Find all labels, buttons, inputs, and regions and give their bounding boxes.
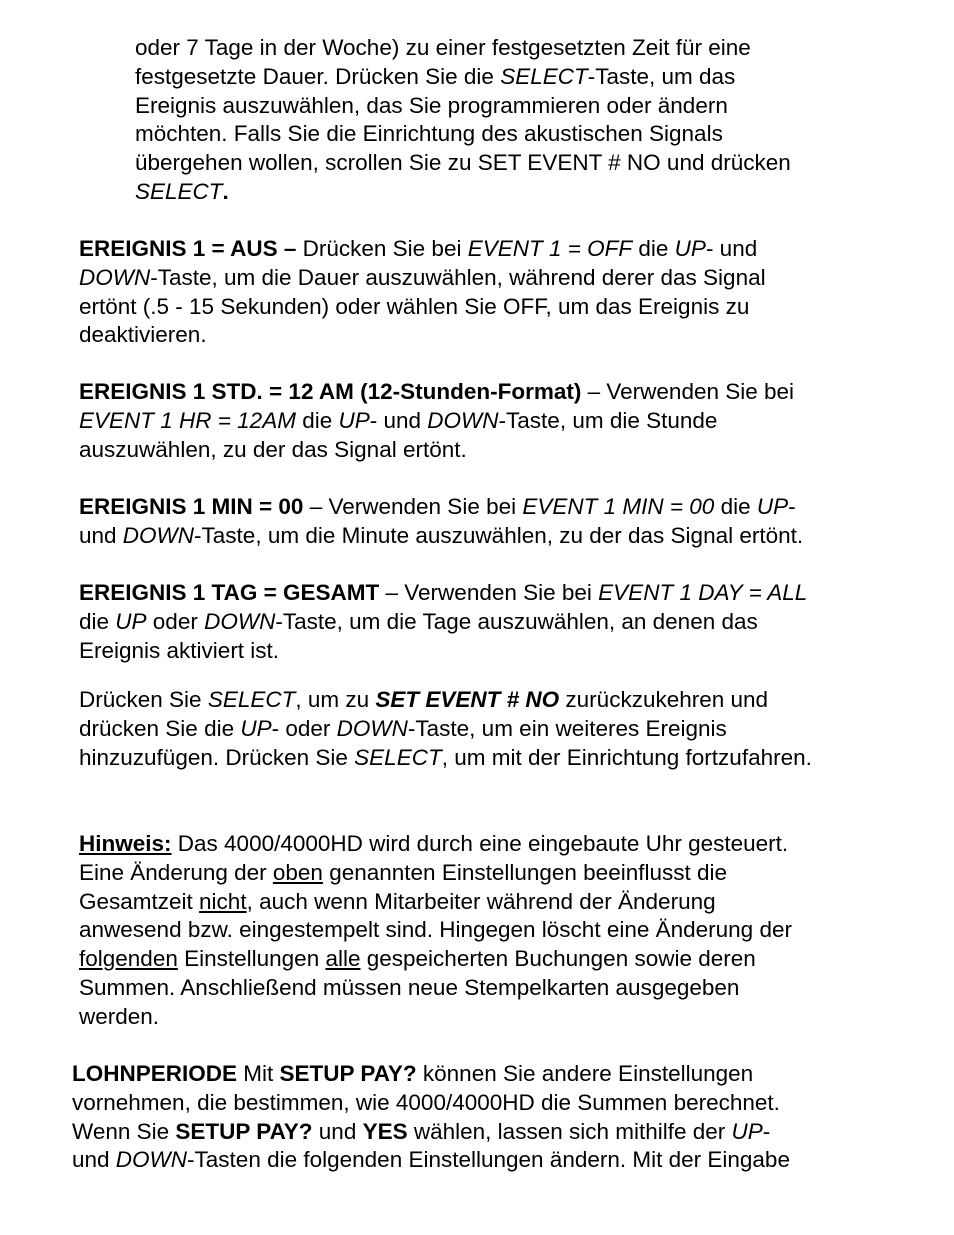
text-run: und	[79, 522, 123, 548]
text-line	[79, 436, 794, 465]
text-run: oder 7 Tage in der Woche) zu einer festgesetzten Zeit für eine	[135, 35, 751, 60]
text-run: -Tasten die folgenden Einstellungen ändern. Mit der Eingabe	[187, 1147, 790, 1173]
text-run: und	[312, 1118, 363, 1144]
key-name: SELECT	[354, 744, 442, 770]
note-heading: Hinweis:	[79, 831, 172, 856]
paragraph-note	[79, 830, 792, 1032]
key-name: UP	[756, 494, 789, 519]
paragraph-select-return	[79, 686, 812, 772]
key-name: UP	[731, 1118, 763, 1144]
emphasis-underline: alle	[325, 946, 361, 972]
text-run: gespeicherten Buchungen sowie deren	[360, 946, 756, 972]
paragraph-event-hour	[79, 378, 794, 464]
display-text: EVENT 1 = OFF	[467, 236, 633, 261]
text-run: die	[79, 608, 116, 634]
key-name: DOWN	[122, 522, 195, 548]
text-line	[79, 744, 812, 773]
paragraph-event-intro	[135, 34, 791, 207]
paragraph-event-day	[79, 579, 807, 665]
text-run: Summen. Anschließend müssen neue Stempelkarten ausgegeben	[79, 974, 740, 1000]
text-line	[79, 916, 792, 945]
text-line	[79, 974, 792, 1003]
text-run: Drücken Sie	[79, 687, 208, 712]
emphasis-underline: oben	[272, 859, 323, 885]
text-run: die	[714, 494, 757, 519]
text-line	[135, 149, 791, 178]
key-name: UP	[338, 407, 370, 433]
text-line	[79, 859, 792, 888]
text-run: übergehen wollen, scrollen Sie zu SET EVENT # NO und drücken	[135, 150, 791, 176]
text-line	[135, 63, 791, 92]
display-text: EVENT 1 MIN = 00	[522, 494, 715, 519]
text-line	[79, 235, 766, 264]
key-name: DOWN	[79, 264, 151, 290]
text-line	[79, 522, 803, 551]
text-run: – Verwenden Sie bei	[303, 494, 523, 519]
text-run: Mit	[237, 1061, 280, 1086]
section-heading: EREIGNIS 1 STD. = 12 AM (12-Stunden-Format)	[79, 379, 582, 404]
text-line	[135, 34, 791, 63]
text-run: hinzuzufügen. Drücken Sie	[79, 744, 355, 770]
text-run: Ereignis auszuwählen, das Sie programmieren oder ändern	[135, 92, 728, 118]
display-text: SET EVENT # NO	[375, 687, 560, 712]
text-run: - und	[369, 407, 428, 433]
text-line	[135, 178, 791, 207]
text-line	[135, 92, 791, 121]
text-run: vornehmen, die bestimmen, wie 4000/4000HD die Summen berechnet.	[72, 1089, 780, 1115]
text-run: - und	[705, 236, 758, 261]
text-run: anwesend bzw. eingestempelt sind. Hingegen löscht eine Änderung der	[79, 917, 792, 943]
text-run: ertönt (.5 - 15 Sekunden) oder wählen Sie OFF, um das Ereignis zu	[79, 293, 750, 319]
text-run: , um mit der Einrichtung fortzufahren.	[441, 744, 812, 770]
display-text: SETUP PAY?	[175, 1118, 313, 1144]
text-line	[79, 321, 766, 350]
key-name: DOWN	[115, 1147, 188, 1173]
text-run: - oder	[271, 715, 337, 741]
text-run: -Taste, um das	[587, 63, 736, 89]
text-run: und	[72, 1147, 116, 1173]
text-run: .	[222, 178, 229, 204]
section-heading: EREIGNIS 1 TAG = GESAMT	[79, 580, 380, 605]
section-heading: EREIGNIS 1 MIN = 00	[79, 494, 304, 519]
text-run: die	[295, 407, 339, 433]
display-text: YES	[362, 1118, 408, 1144]
text-line	[79, 293, 766, 322]
text-line	[79, 407, 794, 436]
text-line	[79, 888, 792, 917]
display-text: EVENT 1 HR = 12AM	[79, 407, 296, 433]
display-text: SETUP PAY?	[279, 1061, 417, 1086]
text-line	[72, 1146, 790, 1175]
key-name: SELECT	[207, 687, 296, 712]
paragraph-event-minute	[79, 493, 803, 551]
text-run: -Taste, um die Tage auszuwählen, an denen das	[275, 608, 758, 634]
text-run: -Taste, um die Minute auszuwählen, zu der das Signal ertönt.	[194, 522, 804, 548]
key-name: UP	[240, 715, 272, 741]
text-run: Wenn Sie	[72, 1118, 176, 1144]
key-name: SELECT	[500, 63, 588, 89]
text-run: Ereignis aktiviert ist.	[79, 637, 280, 663]
text-line	[79, 686, 812, 715]
text-run: deaktivieren.	[79, 322, 207, 348]
text-run: -Taste, um die Dauer auszuwählen, während derer das Signal	[150, 264, 766, 290]
text-run: – Verwenden Sie bei	[379, 580, 599, 605]
key-name: DOWN	[336, 715, 408, 741]
text-line	[79, 637, 807, 666]
text-run: zurückzukehren und	[559, 687, 769, 712]
key-name: DOWN	[427, 407, 499, 433]
text-line	[79, 830, 792, 859]
text-line	[79, 378, 794, 407]
text-run: – Verwenden Sie bei	[581, 379, 795, 404]
text-run: -	[762, 1118, 771, 1144]
section-heading: EREIGNIS 1 = AUS –	[79, 236, 297, 261]
text-run: genannten Einstellungen beeinflusst die	[322, 859, 728, 885]
display-text: EVENT 1 DAY = ALL	[598, 580, 808, 605]
text-run: Einstellungen	[177, 946, 326, 972]
text-run: , um zu	[295, 687, 376, 712]
text-line	[135, 120, 791, 149]
text-line	[79, 715, 812, 744]
emphasis-underline: folgenden	[79, 946, 178, 972]
key-name: UP	[115, 608, 147, 634]
text-line	[79, 493, 803, 522]
text-line	[79, 945, 792, 974]
text-run: Das 4000/4000HD wird durch eine eingebaute Uhr gesteuert.	[171, 831, 789, 856]
text-run: oder	[146, 608, 205, 634]
text-line	[72, 1089, 790, 1118]
text-line	[79, 579, 807, 608]
key-name: UP	[674, 236, 706, 261]
emphasis-underline: nicht	[199, 888, 247, 914]
text-run: die	[632, 236, 675, 261]
text-line	[72, 1060, 790, 1089]
text-run: wählen, lassen sich mithilfe der	[407, 1118, 732, 1144]
key-name: DOWN	[204, 608, 276, 634]
text-run: werden.	[79, 1003, 160, 1029]
text-run: können Sie andere Einstellungen	[416, 1061, 754, 1086]
text-run: festgesetzte Dauer. Drücken Sie die	[135, 63, 501, 89]
key-name: SELECT	[135, 178, 223, 204]
text-line	[79, 264, 766, 293]
text-line	[72, 1118, 790, 1147]
text-run: Drücken Sie bei	[296, 236, 468, 261]
text-run: möchten. Falls Sie die Einrichtung des akustischen Signals	[135, 121, 723, 147]
text-run: auszuwählen, zu der das Signal ertönt.	[79, 436, 467, 462]
text-run: -Taste, um ein weiteres Ereignis	[407, 715, 727, 741]
text-line	[79, 608, 807, 637]
paragraph-pay-period	[72, 1060, 790, 1175]
text-run: , auch wenn Mitarbeiter während der Änderung	[246, 888, 716, 914]
text-run: Gesamtzeit	[79, 888, 200, 914]
text-line	[79, 1003, 792, 1032]
text-run: drücken Sie die	[79, 715, 241, 741]
section-heading: LOHNPERIODE	[72, 1061, 238, 1086]
text-run: -Taste, um die Stunde	[498, 407, 718, 433]
paragraph-event-off	[79, 235, 766, 350]
text-run: Eine Änderung der	[79, 859, 273, 885]
text-run: -	[788, 494, 796, 519]
